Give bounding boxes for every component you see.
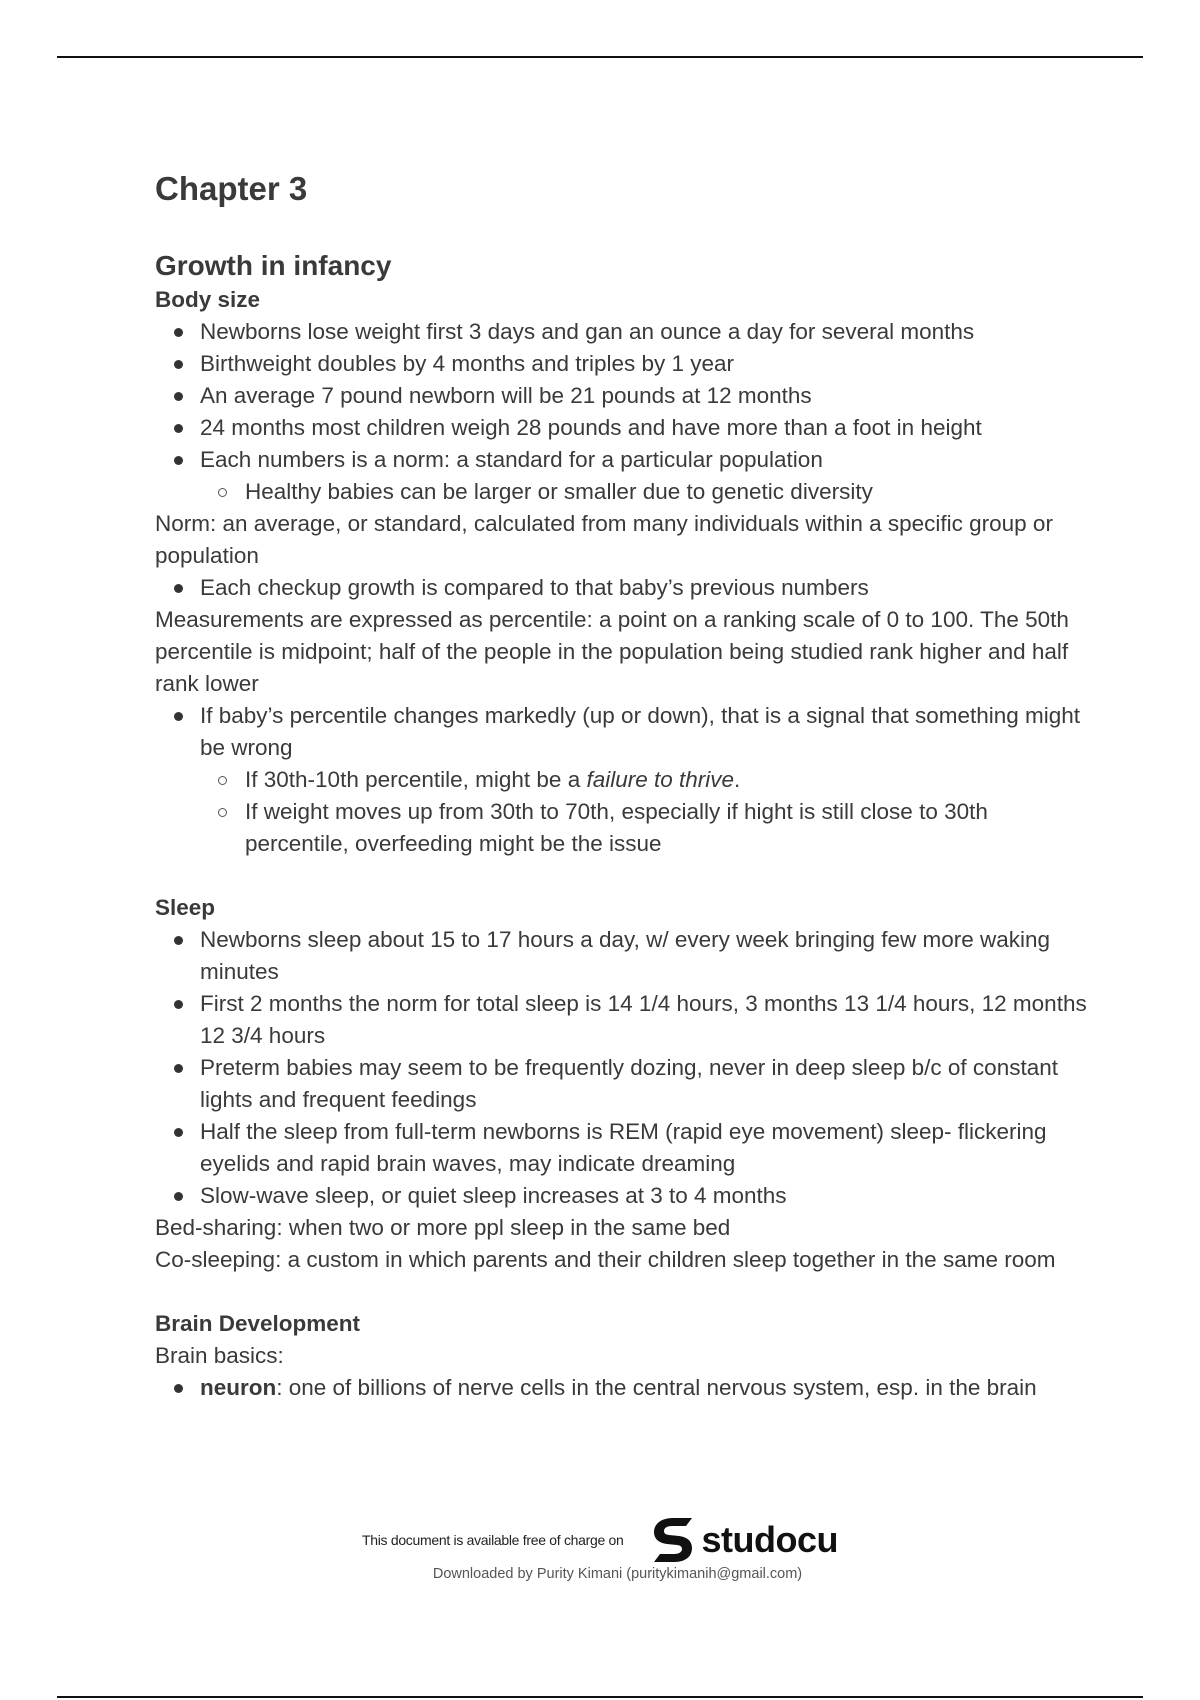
bottom-rule (57, 1696, 1143, 1698)
section-heading-growth: Growth in infancy (155, 250, 392, 281)
downloaded-by: Downloaded by Purity Kimani (puritykimanih@gmail.com) (432, 1566, 803, 1582)
studocu-wordmark: studocu (701, 1519, 839, 1560)
sub-item-suffix: . (734, 767, 741, 792)
subheading-sleep: Sleep (155, 895, 216, 920)
sub-list-item (155, 764, 1095, 796)
list-item: Birthweight doubles by 4 months and triples by 1 year (155, 348, 1095, 380)
spacer (155, 860, 1095, 892)
top-rule (57, 56, 1143, 58)
list-item: Newborns sleep about 15 to 17 hours a day, w/ every week bringing few more waking minutes (155, 924, 1095, 988)
list-item: 24 months most children weigh 28 pounds and have more than a foot in height (155, 412, 1095, 444)
percentile-definition: Measurements are expressed as percentile: a point on a ranking scale of 0 to 100. The 50th percentile is midpoint; half of the people in the population being studied rank higher and half rank lower (155, 607, 1069, 696)
list-item: An average 7 pound newborn will be 21 pounds at 12 months (155, 380, 1095, 412)
bed-sharing-definition: Bed-sharing: when two or more ppl sleep in the same bed (155, 1215, 731, 1240)
co-sleeping-definition: Co-sleeping: a custom in which parents and their children sleep together in the same room (155, 1247, 1056, 1272)
studocu-logo-icon (650, 1515, 696, 1565)
sleep-list (155, 924, 1095, 1212)
body-size-sublist (155, 476, 1095, 508)
neuron-definition: : one of billions of nerve cells in the central nervous system, esp. in the brain (276, 1375, 1037, 1400)
sub-list-item: Healthy babies can be larger or smaller due to genetic diversity (155, 476, 1095, 508)
body-size-list (155, 316, 1095, 476)
subheading-body-size: Body size (155, 287, 261, 312)
neuron-term: neuron (200, 1375, 277, 1400)
list-item: Each numbers is a norm: a standard for a particular population (155, 444, 1095, 476)
brain-basics-intro: Brain basics: (155, 1343, 284, 1368)
footer-availability-row (362, 1515, 838, 1565)
chapter-title: Chapter 3 (155, 170, 308, 207)
percentile-sublist (155, 764, 1095, 860)
brain-list (155, 1372, 1095, 1404)
sub-item-prefix: If 30th-10th percentile, might be a (245, 767, 587, 792)
availability-text: This document is available free of charge on (362, 1532, 624, 1548)
checkup-list (155, 572, 1095, 604)
spacer (155, 1276, 1095, 1308)
list-item (155, 1372, 1095, 1404)
list-item: Slow-wave sleep, or quiet sleep increases at 3 to 4 months (155, 1180, 1095, 1212)
document-body (155, 248, 1095, 1404)
list-item: Each checkup growth is compared to that baby’s previous numbers (155, 572, 1095, 604)
failure-to-thrive-term: failure to thrive (586, 767, 735, 792)
list-item: Half the sleep from full-term newborns is REM (rapid eye movement) sleep- flickering eyelids and rapid brain waves, may indicate dreaming (155, 1116, 1095, 1180)
list-item: Preterm babies may seem to be frequently dozing, never in deep sleep b/c of constant lights and frequent feedings (155, 1052, 1095, 1116)
subheading-brain-development: Brain Development (155, 1311, 361, 1336)
list-item: Newborns lose weight first 3 days and gan an ounce a day for several months (155, 316, 1095, 348)
list-item: First 2 months the norm for total sleep is 14 1/4 hours, 3 months 13 1/4 hours, 12 months 12 3/4 hours (155, 988, 1095, 1052)
percentile-list (155, 700, 1095, 764)
sub-list-item: If weight moves up from 30th to 70th, especially if hight is still close to 30th percentile, overfeeding might be the issue (155, 796, 1095, 860)
norm-definition: Norm: an average, or standard, calculated from many individuals within a specific group or population (155, 511, 1053, 568)
list-item: If baby’s percentile changes markedly (up or down), that is a signal that something might be wrong (155, 700, 1095, 764)
